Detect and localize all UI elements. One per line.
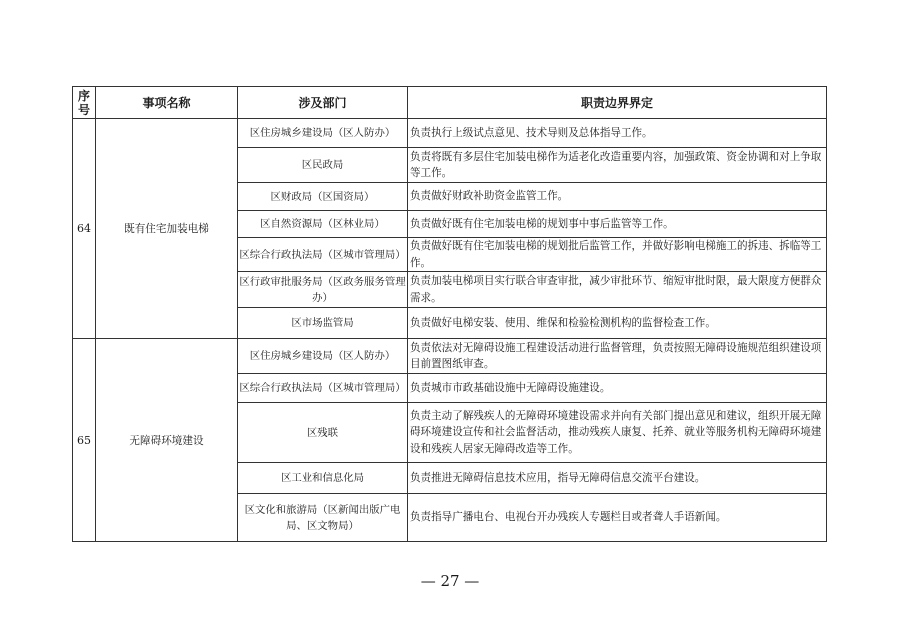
duty-cell: 负责加装电梯项目实行联合审查审批，减少审批环节、缩短审批时限，最大限度方便群众需求。 — [408, 272, 827, 308]
header-index: 序号 — [73, 87, 96, 119]
dept-cell: 区市场监管局 — [238, 308, 408, 339]
dept-cell: 区自然资源局（区林业局） — [238, 211, 408, 238]
dept-cell: 区住房城乡建设局（区人防办） — [238, 119, 408, 148]
dept-cell: 区住房城乡建设局（区人防办） — [238, 339, 408, 374]
table-row — [73, 119, 827, 148]
dept-cell: 区残联 — [238, 403, 408, 463]
duty-cell: 负责主动了解残疾人的无障碍环境建设需求并向有关部门提出意见和建议，组织开展无障碍环境建设宣传和社会监督活动，推动残疾人康复、托养、就业等服务机构无障碍环境建设和残疾人居家无障碍改造等工作。 — [408, 403, 827, 463]
dept-cell: 区民政局 — [238, 148, 408, 183]
responsibility-table — [72, 86, 827, 542]
dept-cell: 区财政局（区国资局） — [238, 183, 408, 211]
header-item: 事项名称 — [96, 87, 238, 119]
dept-cell: 区综合行政执法局（区城市管理局） — [238, 374, 408, 403]
duty-cell: 负责做好既有住宅加装电梯的规划批后监管工作，并做好影响电梯施工的拆违、拆临等工作。 — [408, 238, 827, 272]
header-dept: 涉及部门 — [238, 87, 408, 119]
dept-cell: 区行政审批服务局（区政务服务管理办） — [238, 272, 408, 308]
duty-cell: 负责城市市政基础设施中无障碍设施建设。 — [408, 374, 827, 403]
page-number: — 27 — — [420, 572, 480, 590]
index-cell: 65 — [73, 339, 96, 542]
duty-cell: 负责做好财政补助资金监管工作。 — [408, 183, 827, 211]
duty-cell: 负责做好既有住宅加装电梯的规划事中事后监管等工作。 — [408, 211, 827, 238]
dept-cell: 区文化和旅游局（区新闻出版广电局、区文物局） — [238, 494, 408, 542]
duty-cell: 负责依法对无障碍设施工程建设活动进行监督管理，负责按照无障碍设施规范组织建设项目前置图纸审查。 — [408, 339, 827, 374]
duty-cell: 负责执行上级试点意见、技术导则及总体指导工作。 — [408, 119, 827, 148]
item-cell: 既有住宅加装电梯 — [96, 119, 238, 339]
table-row — [73, 339, 827, 374]
dept-cell: 区工业和信息化局 — [238, 463, 408, 494]
table-header-row — [73, 87, 827, 119]
duty-cell: 负责做好电梯安装、使用、维保和检验检测机构的监督检查工作。 — [408, 308, 827, 339]
item-cell: 无障碍环境建设 — [96, 339, 238, 542]
duty-cell: 负责推进无障碍信息技术应用，指导无障碍信息交流平台建设。 — [408, 463, 827, 494]
header-duty: 职责边界界定 — [408, 87, 827, 119]
index-cell: 64 — [73, 119, 96, 339]
dept-cell: 区综合行政执法局（区城市管理局） — [238, 238, 408, 272]
duty-cell: 负责将既有多层住宅加装电梯作为适老化改造重要内容，加强政策、资金协调和对上争取等工作。 — [408, 148, 827, 183]
duty-cell: 负责指导广播电台、电视台开办残疾人专题栏目或者聋人手语新闻。 — [408, 494, 827, 542]
